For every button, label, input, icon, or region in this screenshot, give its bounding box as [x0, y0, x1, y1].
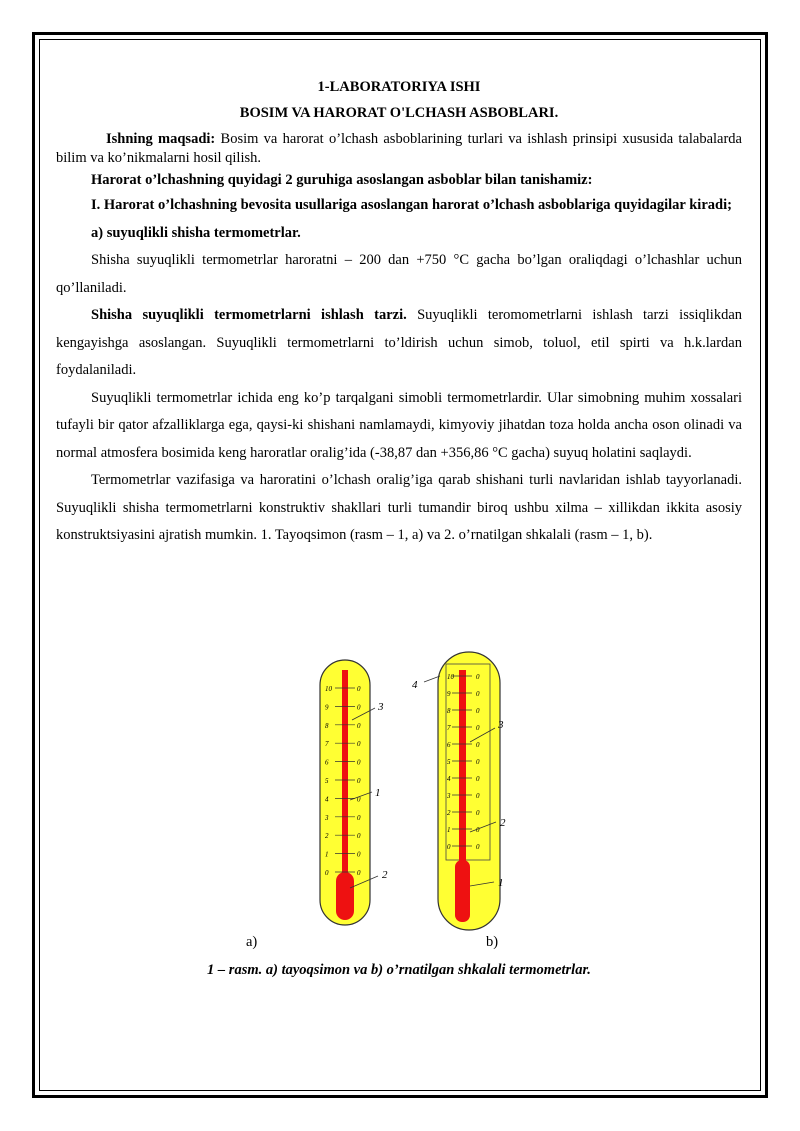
thermometer-a-scale-digit-left: 7	[325, 740, 329, 749]
thermometer-a-scale-digit-right: 0	[357, 685, 361, 693]
thermometer-a-scale-digit-left: 5	[325, 777, 329, 785]
purpose-text: Bosim va harorat o’lchash asboblarining turlari va ishlash prinsipi xususida talabalarda bilim va ko’nikmalarni hosil qilish.	[56, 131, 742, 166]
thermometer-a-scale-digit-right: 0	[357, 740, 361, 749]
thermometer-a-scale-digit-right: 0	[357, 721, 361, 730]
fig-number-1b: 1	[498, 877, 504, 889]
thermometer-b-scale-digit-left: 9	[447, 690, 451, 698]
purpose-label: Ishning maqsadi:	[106, 131, 216, 147]
figure-label-a: a)	[246, 934, 258, 950]
fig-number-3b: 3	[498, 719, 504, 731]
thermometer-a-scale-digit-right: 0	[357, 813, 361, 822]
thermometer-b-scale-digit-left: 2	[447, 809, 451, 817]
thermometer-b-scale-digit-right: 0	[476, 707, 480, 715]
thermometer-b-scale-digit-left: 8	[447, 707, 451, 715]
thermometer-a-scale-digit-left: 9	[325, 703, 329, 712]
paragraph-constructions: Termometrlar vazifasiga va haroratini o’lchash oralig’iga qarab shishani turli navlaridan ishlab tayyorlanadi. Suyuqlikli shisha termometrlarni konstruktiv shakllari turli tumandir biroq ushbu xilma – xillikdan ikkita asosiy konstruktsiyasini ajratish mumkin. 1. Tayoqsimon (rasm – 1, a) va 2. o’rnatilgan shkalali (rasm – 1, b).	[56, 472, 742, 543]
fig-number-2b: 2	[500, 817, 506, 829]
thermometer-a-scale-digit-left: 2	[325, 832, 329, 841]
purpose-paragraph	[56, 130, 742, 168]
thermometer-b-scale-digit-left: 4	[447, 775, 451, 783]
thermometer-a-scale-digit-left: 1	[325, 850, 329, 859]
thermometer-b-scale-digit-right: 0	[476, 792, 480, 800]
thermometer-a-scale-digit-left: 4	[325, 795, 329, 804]
thermometer-figure	[300, 650, 540, 940]
thermometer-b-scale-digit-left: 3	[447, 792, 451, 800]
working-principle-text: Suyuqlikli teromometrlarni ishlash tarzi issiqlikdan kengayishga asoslangan. Suyuqlikli termometrlarni to’ldirish uchun simob, toluol, etil spirti va h.k.lardan foydalaniladi.	[56, 307, 743, 378]
thermometer-a-scale-digit-right: 0	[357, 832, 361, 841]
thermometer-b-scale-digit-right: 0	[476, 775, 480, 783]
thermometer-a	[320, 660, 370, 925]
thermometer-b-scale-digit-right: 0	[476, 673, 480, 681]
intro-line: Harorat o’lchashning quyidagi 2 guruhiga asoslangan asboblar bilan tanishamiz:	[91, 172, 593, 188]
paragraph-range: Shisha suyuqlikli termometrlar haroratni – 200 dan +750 °C gacha bo’lgan oraliqdagi o’lchashlar uchun qo’llaniladi.	[56, 252, 742, 296]
subsection-a-heading: a) suyuqlikli shisha termometrlar.	[91, 224, 301, 241]
thermometer-b-scale-digit-left: 0	[447, 843, 451, 851]
fig-number-1a: 1	[375, 787, 381, 799]
thermometer-b-scale-digit-left: 7	[447, 724, 451, 732]
thermometer-b-scale-digit-right: 0	[476, 826, 480, 834]
thermometer-a-scale-digit-left: 0	[325, 869, 329, 877]
fig-number-4b: 4	[412, 679, 418, 691]
figure-caption: 1 – rasm. a) tayoqsimon va b) o’rnatilgan shkalali termometrlar.	[207, 962, 591, 978]
working-principle-label: Shisha suyuqlikli termometrlarni ishlash tarzi.	[91, 307, 407, 323]
thermometer-b-scale-digit-right: 0	[476, 724, 480, 732]
document-body	[56, 76, 742, 550]
doc-title: 1-LABORATORIYA ISHI	[317, 79, 481, 95]
thermometer-a-scale-digit-left: 6	[325, 758, 329, 767]
thermometer-b	[438, 652, 500, 930]
figure-label-b: b)	[486, 934, 499, 950]
thermometer-a-scale-digit-right: 0	[357, 758, 361, 767]
paragraph-mercury: Suyuqlikli termometrlar ichida eng ko’p tarqalgani simobli termometrlardir. Ular simobning muhim xossalari tufayli bir qator afzalliklarga ega, qaysi-ki shishani namlamaydi, kimyoviy jihatdan toza holda ancha oson olinadi va normal atmosfera bosimida keng haroratlar oralig’ida (-38,87 dan +356,86 °C gacha) suyuq holatini saqlaydi.	[56, 389, 742, 461]
thermometer-b-scale-digit-right: 0	[476, 843, 480, 851]
thermometer-b-scale-digit-left: 10	[447, 673, 454, 681]
thermometer-a-scale-digit-left: 8	[325, 721, 329, 730]
thermometer-b-scale-digit-left: 6	[447, 741, 451, 749]
paragraph-working-principle	[56, 302, 742, 385]
thermometer-b-scale-digit-right: 0	[476, 758, 480, 766]
fig-number-2a: 2	[382, 869, 388, 881]
thermometer-a-scale-digit-right: 0	[357, 703, 361, 712]
thermometer-a-scale-digit-right: 0	[357, 777, 361, 785]
section-1-heading: I. Harorat o’lchashning bevosita usullariga asoslangan harorat o’lchash asboblariga quyidagilar kiradi;	[91, 197, 732, 213]
doc-subtitle: BOSIM VA HARORAT O'LCHASH ASBOBLARI.	[239, 105, 559, 121]
thermometer-b-scale-digit-right: 0	[476, 690, 480, 698]
thermometer-a-scale-digit-right: 0	[357, 850, 361, 859]
thermometer-a-scale-digit-left: 10	[325, 685, 332, 693]
thermometer-b-scale-digit-right: 0	[476, 809, 480, 817]
thermometer-a-scale-digit-right: 0	[357, 869, 361, 877]
fig-number-3a: 3	[378, 701, 384, 713]
thermometer-b-scale-digit-left: 1	[447, 826, 451, 834]
thermometer-b-scale-digit-right: 0	[476, 741, 480, 749]
thermometer-a-scale-digit-right: 0	[357, 795, 361, 804]
thermometer-b-scale-digit-left: 5	[447, 758, 451, 766]
thermometer-a-scale-digit-left: 3	[325, 813, 329, 822]
